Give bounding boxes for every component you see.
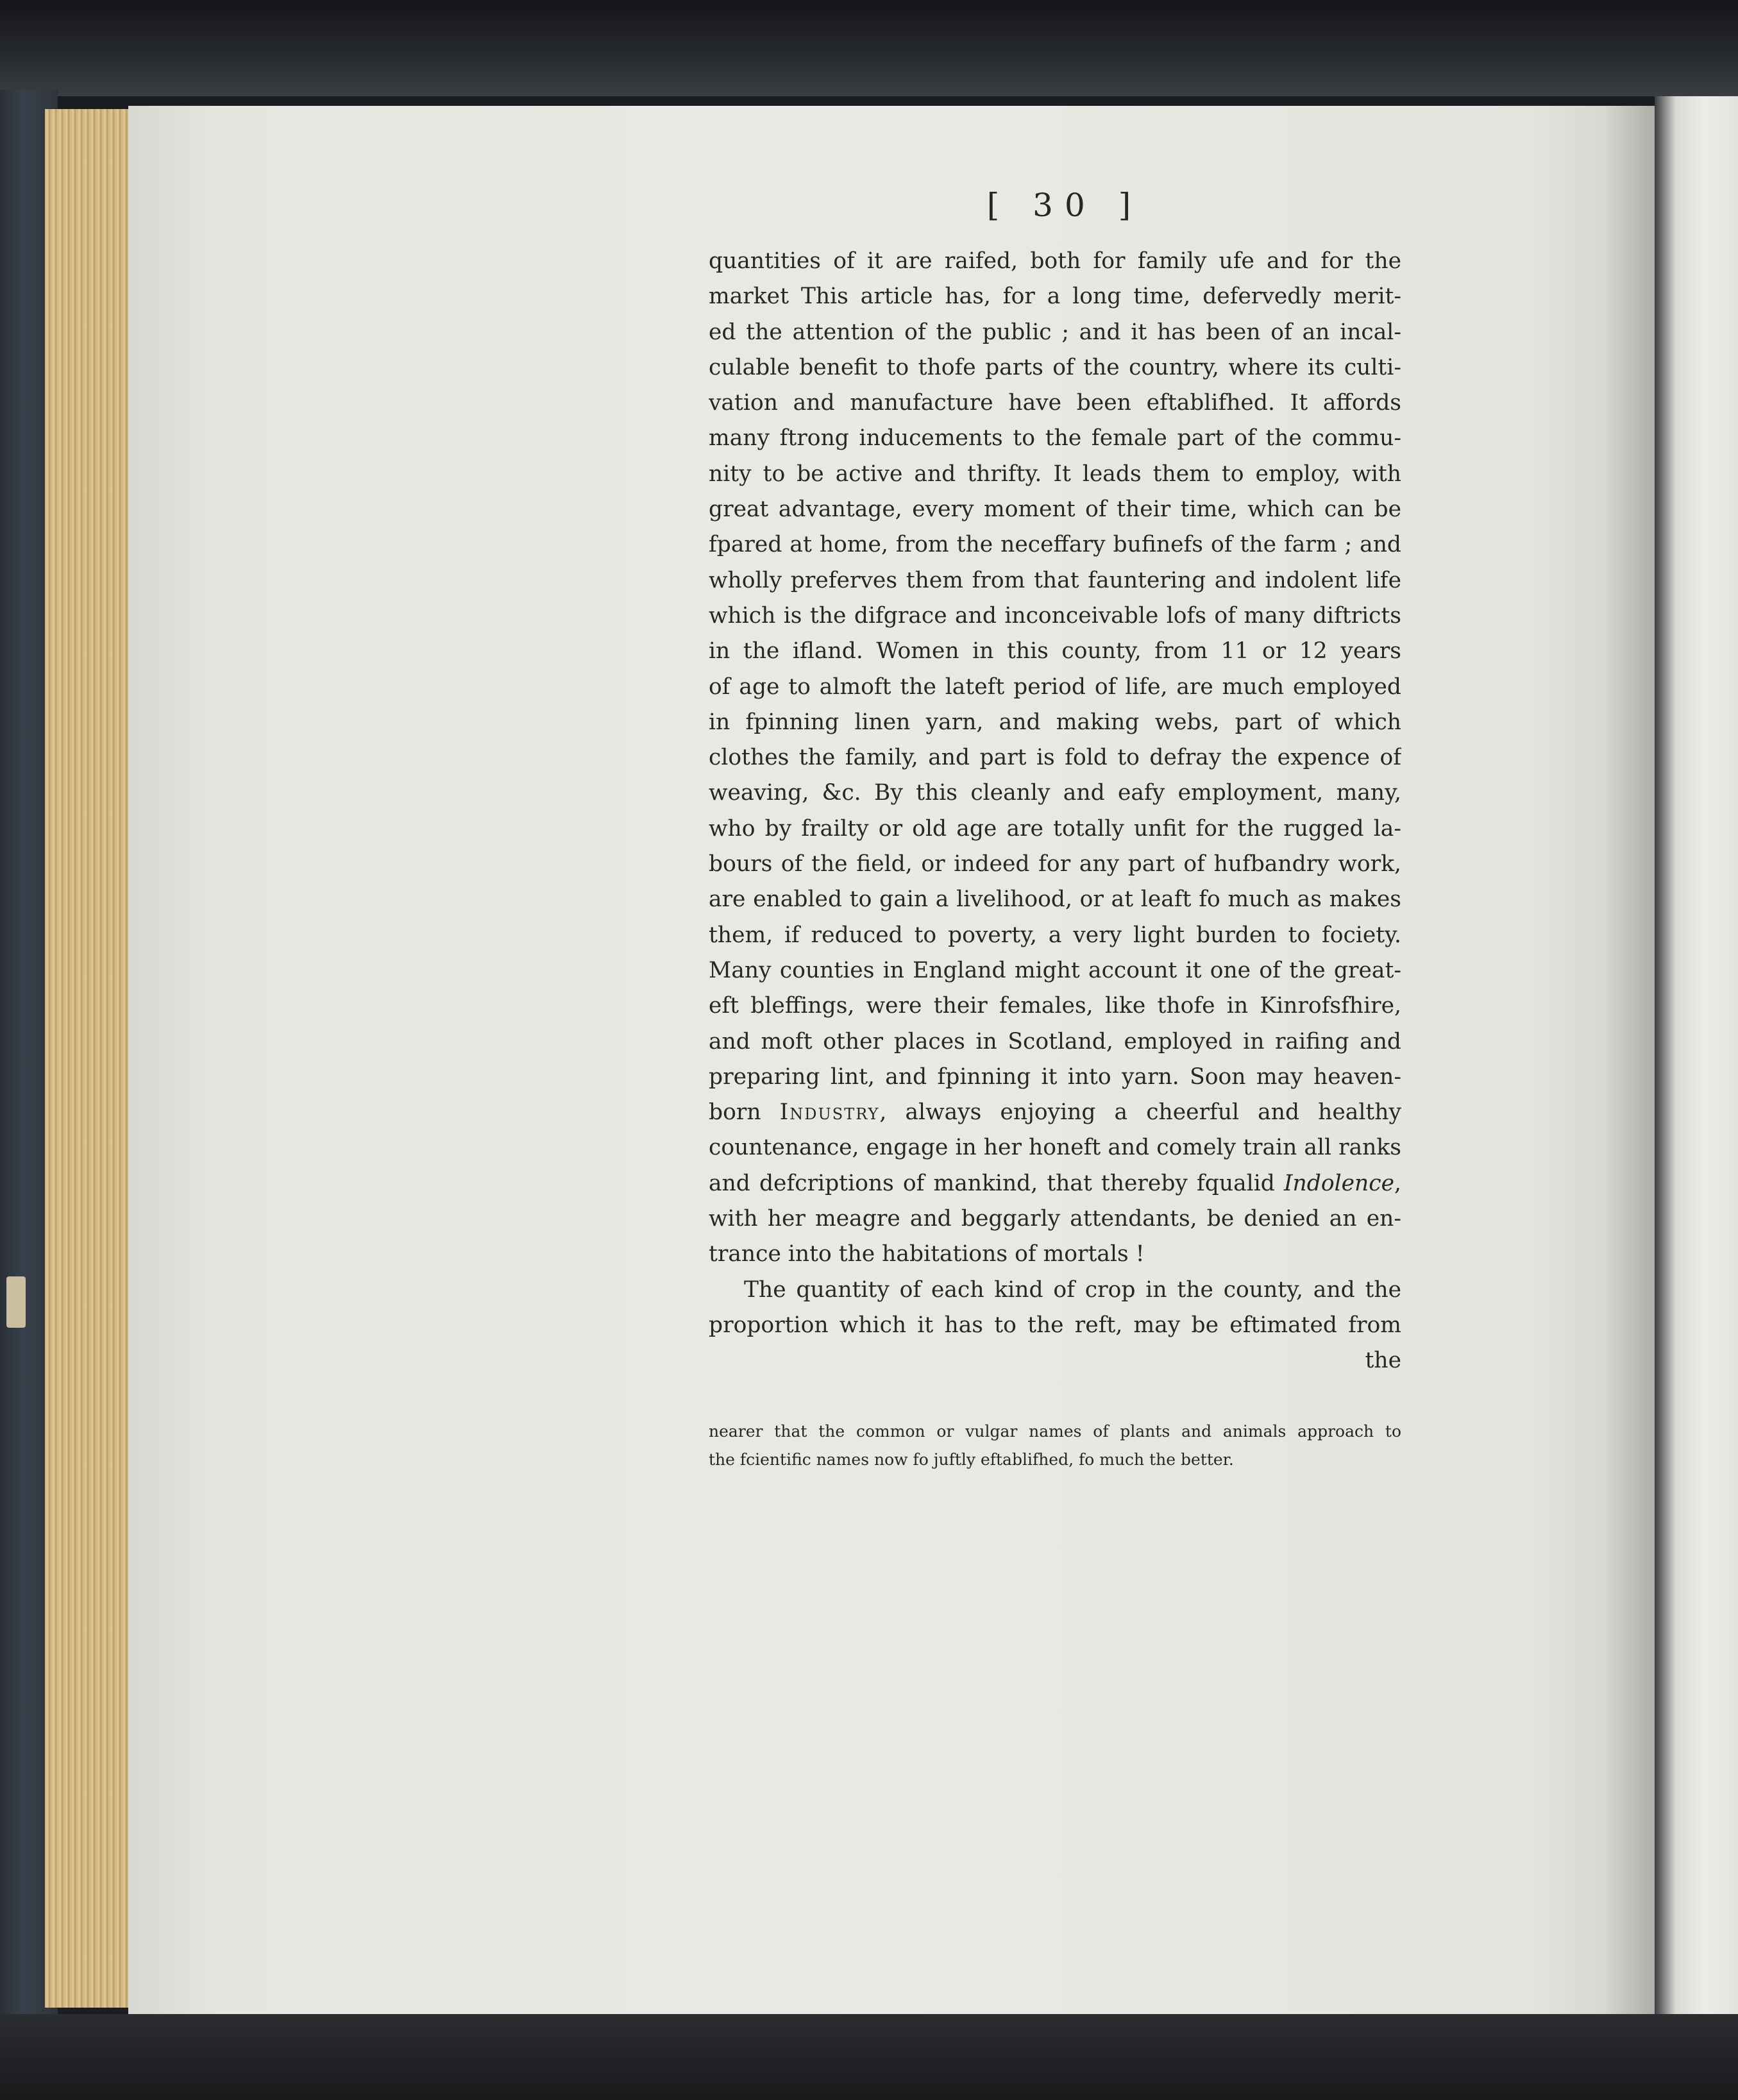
italic-word: Indolence xyxy=(1283,1170,1395,1196)
text-line xyxy=(709,527,1401,563)
line-text: great advantage, every moment of their time, which can be xyxy=(709,496,1401,523)
line-text: which is the difgrace and inconceivable lofs of many diftricts xyxy=(709,602,1401,629)
line-text: , xyxy=(1394,1170,1401,1196)
text-block xyxy=(709,180,1401,1474)
text-line xyxy=(709,705,1401,740)
line-text: weaving, &c. By this cleanly and eafy employment, many, xyxy=(709,780,1401,806)
line-text: the xyxy=(1365,1348,1401,1374)
line-text: The quantity of each kind of crop in the county, and the xyxy=(744,1276,1401,1303)
text-line xyxy=(709,350,1401,385)
line-text: , always enjoying a cheerful and healthy xyxy=(879,1099,1401,1126)
body-text xyxy=(709,244,1401,1379)
text-line xyxy=(709,1095,1401,1130)
line-text: culable benefit to thofe parts of the country, where its culti- xyxy=(709,354,1401,380)
text-line xyxy=(709,988,1401,1024)
line-text: trance into the habitations of mortals ! xyxy=(709,1241,1145,1267)
line-text: preparing lint, and fpinning it into yarn. Soon may heaven- xyxy=(709,1063,1401,1090)
line-text: born xyxy=(709,1099,780,1126)
text-line xyxy=(709,279,1401,314)
text-line xyxy=(709,421,1401,456)
text-line xyxy=(709,1024,1401,1060)
line-text: them, if reduced to poverty, a very light burden to fociety. xyxy=(709,922,1401,948)
footnote-line: the fcientific names now fo juftly eftablifhed, fo much the better. xyxy=(709,1450,1234,1469)
text-line xyxy=(709,670,1401,705)
line-text: in fpinning linen yarn, and making webs, part of which xyxy=(709,709,1401,735)
line-text: and defcriptions of mankind, that thereby fqualid xyxy=(709,1170,1284,1196)
text-line xyxy=(709,634,1401,669)
text-line xyxy=(709,1201,1401,1237)
text-line xyxy=(709,740,1401,775)
text-line xyxy=(709,457,1401,492)
text-line xyxy=(709,918,1401,953)
line-text: quantities of it are raifed, both for family ufe and for the xyxy=(709,248,1401,274)
text-line xyxy=(709,953,1401,988)
line-text: bours of the field, or indeed for any part of hufbandry work, xyxy=(709,851,1401,877)
line-text: Many counties in England might account it one of the great- xyxy=(709,957,1401,983)
line-text: proportion which it has to the reft, may be eftimated from xyxy=(709,1312,1401,1338)
line-text: in the ifland. Women in this county, from 11 or 12 years xyxy=(709,638,1401,665)
scan-background-bottom xyxy=(0,2014,1738,2100)
footnote xyxy=(709,1418,1401,1474)
facing-page-edge xyxy=(1655,96,1738,2020)
line-text: eft bleffings, were their females, like thofe in Kinrofsfhire, xyxy=(709,993,1401,1019)
text-line xyxy=(709,1273,1401,1308)
text-line xyxy=(709,1237,1401,1272)
text-line xyxy=(709,244,1401,279)
cover-tab xyxy=(6,1276,26,1328)
text-line xyxy=(709,563,1401,598)
text-line xyxy=(709,1166,1401,1201)
page-edges xyxy=(45,109,141,2008)
line-text: vation and manufacture have been eftablifhed. It affords xyxy=(709,390,1401,416)
gutter-shadow xyxy=(1603,106,1661,2014)
line-text: with her meagre and beggarly attendants, be denied an en- xyxy=(709,1206,1401,1232)
line-text: nity to be active and thrifty. It leads them to employ, with xyxy=(709,461,1401,487)
text-line xyxy=(709,1130,1401,1165)
line-text: market This article has, for a long time, defervedly merit- xyxy=(709,284,1401,310)
line-text: of age to almoft the lateft period of life, are much employed xyxy=(709,673,1401,700)
footnote-line: nearer that the common or vulgar names of plants and animals approach to xyxy=(709,1421,1401,1441)
text-line xyxy=(709,847,1401,882)
text-line xyxy=(709,882,1401,917)
text-line xyxy=(709,1308,1401,1343)
line-text: are enabled to gain a livelihood, or at leaft fo much as makes xyxy=(709,886,1401,913)
text-line xyxy=(709,385,1401,421)
line-text: wholly preferves them from that fauntering and indolent life xyxy=(709,567,1401,593)
line-text: ed the attention of the public ; and it has been of an incal- xyxy=(709,319,1401,345)
line-text: countenance, engage in her honeft and comely train all ranks xyxy=(709,1135,1401,1161)
small-caps-word: Industry xyxy=(779,1099,880,1126)
text-line xyxy=(709,775,1401,811)
catchword xyxy=(709,1343,1401,1378)
line-text: fpared at home, from the neceffary bufinefs of the farm ; and xyxy=(709,532,1401,558)
text-line xyxy=(709,1060,1401,1095)
line-text: and moft other places in Scotland, employed in raifing and xyxy=(709,1028,1401,1054)
text-line xyxy=(709,492,1401,527)
line-text: who by frailty or old age are totally unfit for the rugged la- xyxy=(709,815,1401,842)
line-text: clothes the family, and part is fold to defray the expence of xyxy=(709,745,1401,771)
scan-background-top xyxy=(0,0,1738,96)
line-text: many ftrong inducements to the female part of the commu- xyxy=(709,425,1401,452)
text-line xyxy=(709,315,1401,350)
page-number: [ 30 ] xyxy=(986,187,1143,224)
text-line xyxy=(709,598,1401,634)
text-line xyxy=(709,811,1401,847)
